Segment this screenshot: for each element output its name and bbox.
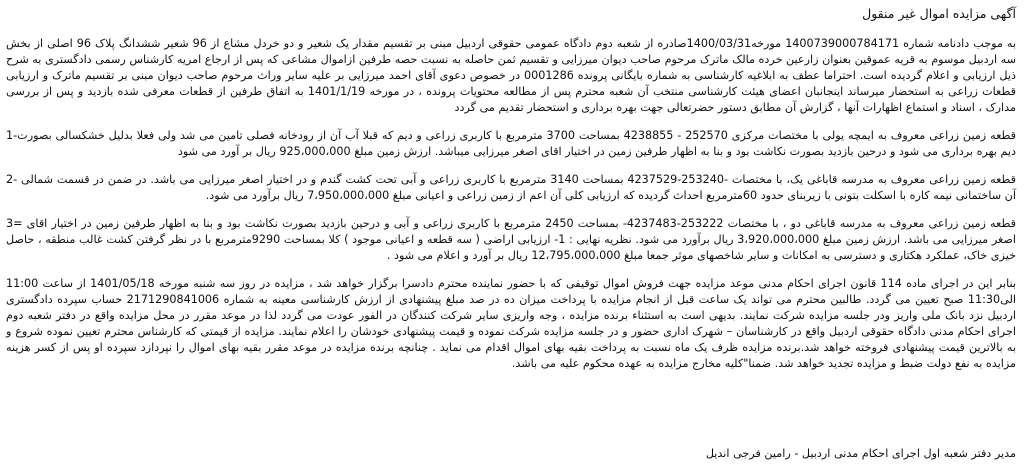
auction-notice bbox=[6, 6, 1016, 372]
auction-terms-paragraph: بنابر این در اجرای ماده 114 قانون اجرای احکام مدنی موعد مزایده جهت فروش اموال توقیفی که با حضور نماینده محترم دادسرا برگزار خواهد شد ، مزایده در روز سه شنبه مورخه 1401/05/18 از ساعت 11:00 الی11:30 صبح تعیین می گردد. طالبین محترم می تواند یک ساعت قبل از انجام مزایده با پرداخت میزان ده در صد مبلغ پیشنهادی از ارزش کارشناسی معینه به شماره 2171290841006 حساب سپرده دادگستری اردبیل نزد بانک ملی واریز ودر جلسه مزایده شرکت نمایند. بدیهی است به استثناء برنده مزایده ، وجه واریزی سایر شرکت کنندگان در الفور عودت می گردد لذا در موعد مقرر در محل مزایده واقع در دفتر شعبه دوم اجرای احکام مدنی دادگاه حقوقی اردبیل واقع در کارشناسان – شهرک اداری حضور و در جلسه مزایده شرکت نموده و قیمت پیشنهادی خودشان را اعلام نمایند. مزایده از قیمتی که کارشناس محترم تعیین نموده شروع و به بالاترین قیمت پیشنهادی فروخته خواهد شد.برنده مزایده ظرف یک ماه نسبت به پرداخت بقیه بهای اموال اقدام می نماید . چنانچه برنده مزایده در موعد مقرر بقیه بهای اموال را نپردازد سپرده او پس از کسر هزینه مزایده به نفع دولت ضبط و مزایده تجدید خواهد شد. ضمنا"کلیه مخارج مزایده به عهده محکوم علیه می باشد. bbox=[6, 277, 1016, 370]
parcel-2-paragraph: قطعه زمین زراعی معروف به مدرسه قاباغی یک، با مختصات -253240-4237529 بمساحت 3140 مترمربع با کاربری زراعی و آبی تحت کشت گندم و در اختیار اصغر میرزایی می باشد. در ضمن در قسمت شمالی -2 آن ساختمانی نیمه کاره با اسکلت بتونی با زیربنای حدود 60مترمربع احداث گردیده که ارزیابی کلی آن اعم از زمین زراعی و اعیانی مبلغ 7،950،000،000 ریال برآورد می شود. bbox=[6, 173, 1017, 202]
signature-line: مدیر دفتر شعبه اول اجرای احکام مدنی اردبیل - رامین فرجی اندیل bbox=[705, 447, 1016, 460]
parcel-3-paragraph: قطعه زمین زراعی معروف به مدرسه قاباغی دو ، با مختصات 253222-4237483- بمساحت 2450 مترمربع با کاربری زراعی و آبی و درحین بازدید بصورت نکاشت بود و بنا به اظهار طرفین زمین در اختیار اقای =3 اصغر میرزایی می باشد. ارزش زمین مبلغ 3،920،000،000 ریال برآورد می شود. نظریه نهایی : 1- ارزیابی اراضی ( سه قطعه و اعیانی موجود ) کلا بمساحت 9290مترمربع با در نظر گرفتن کشت غالب منطقه ، حاصل خیزی خاک، عملکرد هکتاری و دسترسی به امکانات و سایر شاخصهای موثر جمعا مبلغ 12،795،000،000 ریال بر آورد و اعلام می شود . bbox=[6, 217, 1016, 262]
intro-paragraph: به موجب دادنامه شماره 1400739000784171 مورخه1400/03/31صادره از شعبه دوم دادگاه عمومی حقوقی اردبیل مبنی بر تقسیم مقدار یک شعیر و دو خردل مشاع از 96 شعیر ششدانگ پلاک 96 اصلی از بخش سه اردبیل موسوم به قریه عموقین بعنوان زارعین خرده مالک ماترک مرحوم صاحب دیوان میرزایی و تقسیم ثمن حاصله به نسبت حصه طرفین ازاموال مشاعی که پس از ارجاع امریه کارشناس رسمی دادگستری به شرح ذیل ارزیابی و اعلام گردیده است. احتراما عطف به ابلاغیه کارشناسی به شماره بایگانی پرونده 0001286 در خصوص دعوی آقای احمد میرزایی بر علیه سایر وراث مرحوم صاحب دیوان مبنی بر تقسیم ماترک و ارزیابی قطعات زراعی به استحضار میرساند اینجانبان اعضای هیئت کارشناسی منتخب آن شعبه محترم پس از مطالعه محتویات پرونده ، در مورخه 1401/1/19 به اتفاق طرفین از قطعات معرفی شده بازدید و پس از بررسی مدارک ، اسناد و استماع اظهارات آنها ، گزارش آن مطابق دستور حضرتعالی جهت بهره برداری و استحضار تقدیم می گردد bbox=[5, 37, 1017, 114]
parcel-1-paragraph: قطعه زمین زراعی معروف به ایمچه یولی با مختصات مرکزی 252570 - 4238855 بمساحت 3700 مترمربع با کاربری زراعی و دیم که قبلا آب آن از رودخانه فصلی تامین می شد ولی فعلا بدلیل خشکسالی بصورت-1 دیم بهره برداری می شود و درحین بازدید بصورت نکاشت بود و بنا به اظهار طرفین زمین در اختیار اقای اصغر میرزایی میباشد. ارزش زمین مبلغ 925،000،000 ریال بر آورد می شود bbox=[6, 129, 1016, 158]
notice-title: آگهی مزایده اموال غیر منقول bbox=[862, 6, 1016, 21]
